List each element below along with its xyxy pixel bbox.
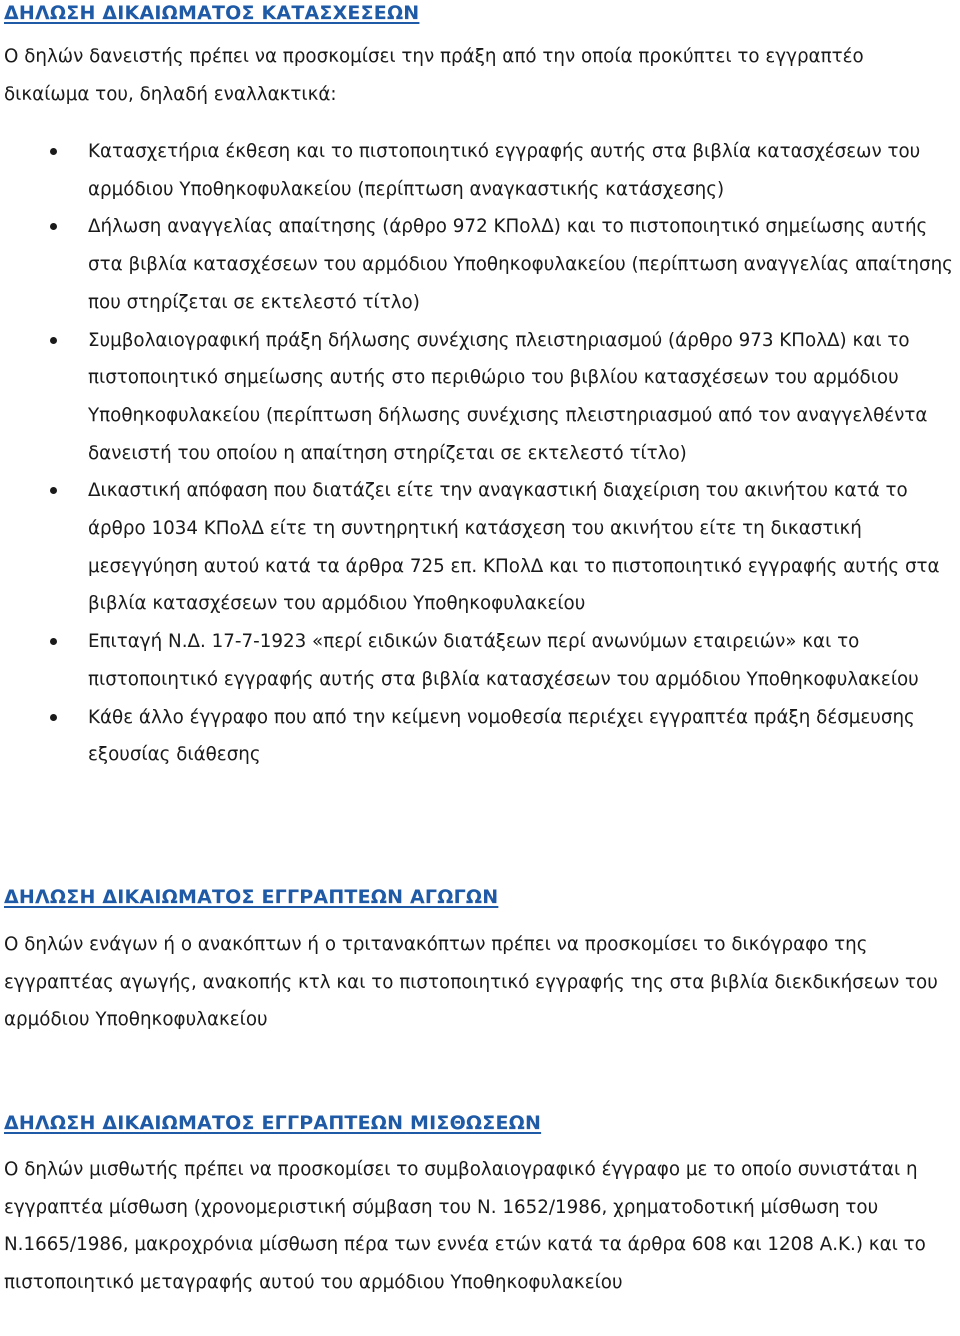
list-item-text: Συμβολαιογραφική πράξη δήλωσης συνέχισης πλειστηριασμού (άρθρο 973 ΚΠολΔ) και το πιστοποιητικό σημείωσης αυτής στο περιθώριο του βιβλίου κατασχέσεων του αρμόδιου Υποθηκοφυλακείου (περίπτωση δήλωσης συνέχισης πλειστηριασμού από τον αναγγελθέντα δανειστή του οποίου η απαίτηση στηρίζεται σε εκτελεστό τίτλο) (88, 329, 928, 464)
list-item-text: Κάθε άλλο έγγραφο που από την κείμενη νομοθεσία περιέχει εγγραπτέα πράξη δέσμευσης εξουσίας διάθεσης (88, 706, 915, 766)
section-heading-registrable-leases: ΔΗΛΩΣΗ ΔΙΚΑΙΩΜΑΤΟΣ ΕΓΓΡΑΠΤΕΩΝ ΜΙΣΘΩΣΕΩΝ (4, 1112, 542, 1134)
bullet-icon (50, 148, 57, 155)
registrable-lawsuits-paragraph: Ο δηλών ενάγων ή ο ανακόπτων ή ο τριτανακόπτων πρέπει να προσκομίσει το δικόγραφο της εγγραπτέας αγωγής, ανακοπής κτλ και το πιστοποιητικό εγγραφής της στα βιβλία διεκδικήσεων του αρμόδιου Υποθηκοφυλακείου (4, 934, 938, 1031)
list-item-text: Κατασχετήρια έκθεση και το πιστοποιητικό εγγραφής αυτής στα βιβλία κατασχέσεων του αρμόδιου Υποθηκοφυλακείου (περίπτωση αναγκαστικής κατάσχεσης) (88, 141, 921, 200)
section-heading-registrable-lawsuits: ΔΗΛΩΣΗ ΔΙΚΑΙΩΜΑΤΟΣ ΕΓΓΡΑΠΤΕΩΝ ΑΓΩΓΩΝ (4, 886, 499, 908)
list-item (0, 472, 954, 623)
list-item-text: Δήλωση αναγγελίας απαίτησης (άρθρο 972 ΚΠολΔ) και το πιστοποιητικό σημείωσης αυτής στα βιβλία κατασχέσεων του αρμόδιου Υποθηκοφυλακείου (περίπτωση αναγγελίας απαίτησης που στηρίζεται σε εκτελεστό τίτλο) (88, 216, 953, 313)
bullet-icon (50, 714, 57, 721)
list-item (0, 623, 954, 698)
list-item-text: Δικαστική απόφαση που διατάζει είτε την αναγκαστική διαχείριση του ακινήτου κατά το άρθρο 1034 ΚΠολΔ είτε τη συντηρητική κατάσχεση του ακινήτου είτε τη δικαστική μεσεγγύηση αυτού κατά τα άρθρα 725 επ. ΚΠολΔ και το πιστοποιητικό εγγραφής αυτής στα βιβλία κατασχέσεων του αρμόδιου Υποθηκοφυλακείου (88, 480, 940, 615)
list-item (0, 133, 954, 208)
bullet-icon (50, 638, 57, 645)
section-heading-seizures: ΔΗΛΩΣΗ ΔΙΚΑΙΩΜΑΤΟΣ ΚΑΤΑΣΧΕΣΕΩΝ (4, 2, 420, 24)
bullet-icon (50, 337, 57, 344)
seizures-document-list (0, 133, 960, 774)
list-item (0, 699, 954, 774)
bullet-icon (50, 487, 57, 494)
list-item (0, 322, 954, 473)
seizures-intro-paragraph: Ο δηλών δανειστής πρέπει να προσκομίσει την πράξη από την οποία προκύπτει το εγγραπτέο δικαίωμα του, δηλαδή εναλλακτικά: (4, 46, 864, 105)
list-item-text: Επιταγή Ν.Δ. 17-7-1923 «περί ειδικών διατάξεων περί ανωνύμων εταιρειών» και το πιστοποιητικό εγγραφής αυτής στα βιβλία κατασχέσεων του αρμόδιου Υποθηκοφυλακείου (88, 631, 919, 690)
list-item (0, 208, 954, 321)
registrable-leases-paragraph: Ο δηλών μισθωτής πρέπει να προσκομίσει το συμβολαιογραφικό έγγραφο με το οποίο συνιστάται η εγγραπτέα μίσθωση (χρονομεριστική σύμβαση του Ν. 1652/1986, χρηματοδοτική μίσθωση του Ν.1665/1986, μακροχρόνια μίσθωση πέρα των εννέα ετών κατά τα άρθρα 608 και 1208 Α.Κ.) και το πιστοποιητικό μεταγραφής αυτού του αρμόδιου Υποθηκοφυλακείου (4, 1159, 926, 1294)
bullet-icon (50, 223, 57, 230)
